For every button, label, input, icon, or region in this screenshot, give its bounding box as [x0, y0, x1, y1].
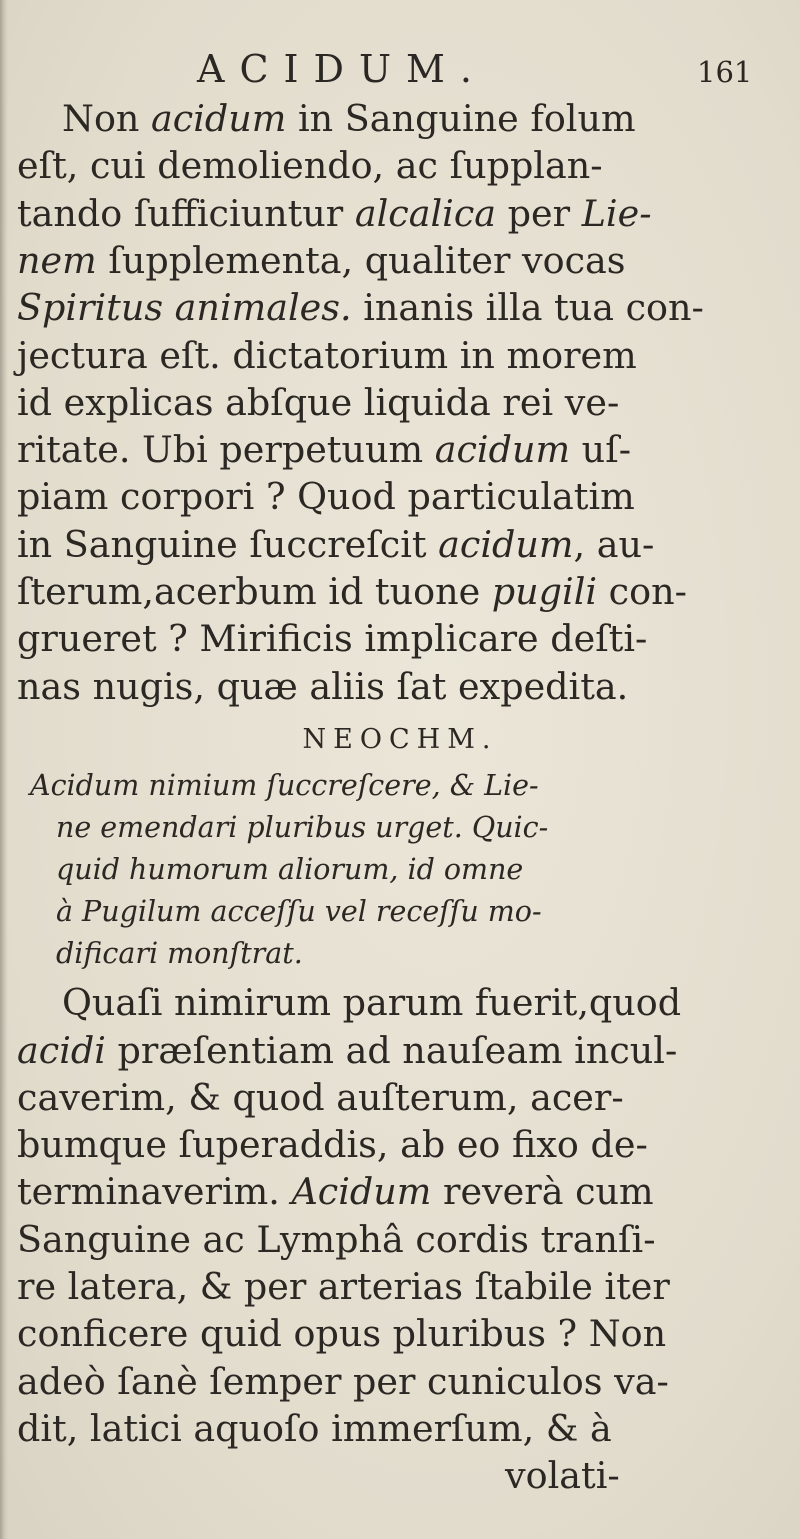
paragraph-1-line: [17, 142, 603, 189]
paragraph-1-line: [17, 473, 635, 520]
paragraph-1-line: [62, 95, 636, 142]
text-run: in Sanguine folum: [286, 97, 636, 140]
text-run: re latera, & per arterias ſtabile iter: [17, 1265, 670, 1308]
text-run: præſentiam ad nauſeam incul-: [105, 1028, 678, 1072]
text-run: piam corpori ? Quod particulatim: [17, 475, 635, 519]
paragraph-1-line: [17, 615, 647, 662]
quote-line: Acidum nimium ſuccreſcere, & Lie-: [30, 769, 539, 803]
text-run: ritate. Ubi perpetuum: [17, 428, 435, 472]
quote-line: dificari monſtrat.: [56, 937, 303, 971]
text-run: Non: [62, 97, 152, 140]
italic-run: alcalica: [354, 191, 497, 235]
page-header: [0, 44, 800, 94]
italic-run: Acidum: [291, 1170, 432, 1214]
paragraph-1-line: [17, 521, 654, 568]
text-run: uſ-: [570, 428, 632, 472]
text-run: ſterum,acerbum id tuone: [17, 570, 492, 613]
text-run: , au-: [573, 522, 655, 566]
paragraph-1-line: [17, 379, 619, 426]
paragraph-2-line: [17, 1216, 656, 1263]
text-run: per: [496, 191, 582, 235]
text-run: Quaſi nimirum parum fuerit,quod: [62, 981, 682, 1025]
text-run: dit, latici aquoſo immerſum, & à: [17, 1406, 612, 1450]
italic-run: Lie-: [581, 191, 652, 235]
paragraph-2-line: [17, 1121, 648, 1168]
italic-run: nem: [17, 238, 97, 282]
paragraph-1-line: [17, 568, 687, 615]
text-run: bumque ſuperaddis, ab eo fixo de-: [17, 1123, 648, 1167]
text-run: Sanguine ac Lymphâ cordis tranſi-: [17, 1217, 656, 1261]
italic-run: acidum: [438, 522, 574, 566]
text-run: conficere quid opus pluribus ? Non: [17, 1312, 667, 1356]
page-number: 161: [697, 55, 753, 89]
italic-run: pugili: [491, 570, 598, 613]
paragraph-2-line: [17, 1168, 654, 1215]
text-run: ſupplementa, qualiter vocas: [96, 238, 626, 282]
italic-run: acidum: [151, 97, 287, 140]
running-title: ACIDUM.: [197, 47, 488, 91]
quote-line: quid humorum aliorum, id omne: [56, 853, 524, 887]
paragraph-2-line: [17, 1358, 669, 1405]
text-run: in Sanguine ſuccreſcit: [17, 522, 439, 566]
text-run: grueret ? Mirificis implicare deſti-: [17, 617, 648, 661]
text-run: nas nugis, quæ aliis ſat expedita.: [17, 664, 629, 708]
quote-line: à Pugilum acceſſu vel receſſu mo-: [56, 895, 542, 929]
page-gutter-shadow: [0, 0, 8, 1539]
text-run: eſt, cui demoliendo, ac ſupplan-: [17, 144, 603, 188]
paragraph-2-line: [17, 1074, 624, 1121]
paragraph-2-line: [17, 1263, 670, 1310]
paragraph-1-line: [17, 190, 652, 237]
text-run: caverim, & quod auſterum, acer-: [17, 1075, 624, 1119]
italic-run: acidum: [434, 428, 571, 472]
paragraph-1-line: [17, 237, 626, 284]
paragraph-2-line: [62, 979, 681, 1026]
paragraph-2-line: [505, 1452, 620, 1499]
italic-run: Spiritus animales.: [17, 286, 352, 330]
text-run: terminaverim.: [17, 1170, 292, 1214]
text-run: reverà cum: [431, 1170, 654, 1214]
text-run: id explicas abſque liquida rei ve-: [17, 380, 620, 424]
section-heading: NEOCHM.: [302, 723, 498, 755]
paragraph-2-line: [17, 1027, 677, 1074]
text-run: adeò ſanè ſemper per cuniculos va-: [17, 1359, 669, 1403]
paragraph-2-line: [17, 1310, 666, 1357]
paragraph-1-line: [17, 332, 637, 379]
paragraph-1-line: [17, 663, 628, 710]
paragraph-2-line: [17, 1405, 612, 1452]
text-run: con-: [597, 570, 687, 613]
text-run: volati-: [505, 1454, 620, 1498]
paragraph-1-line: [17, 426, 631, 473]
text-run: inanis illa tua con-: [351, 286, 704, 330]
italic-run: acidi: [17, 1028, 106, 1072]
text-run: tando ſufficiuntur: [17, 191, 355, 235]
quote-line: ne emendari pluribus urget. Quic-: [56, 811, 549, 845]
text-run: jectura eſt. dictatorium in morem: [17, 333, 637, 377]
paragraph-1-line: [17, 284, 704, 331]
